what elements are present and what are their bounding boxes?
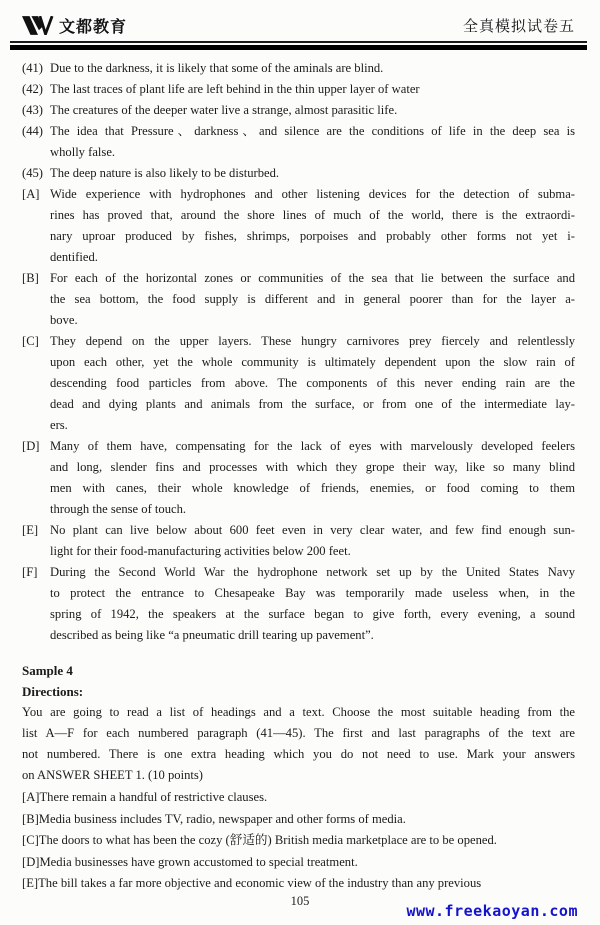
paragraph-item-label: [D] xyxy=(22,439,40,453)
statement-item-label: (45) xyxy=(22,166,43,180)
text-line: described as being like “a pneumatic drill tearing up pavement”. xyxy=(50,628,374,642)
paragraph-item-label: [B] xyxy=(22,271,39,285)
header-rule-thick-line xyxy=(10,45,587,50)
text-line: wholly false. xyxy=(50,145,116,159)
statement-item xyxy=(22,79,575,100)
text-line: the sea bottom, the food supply is different and in general poorer than for the layer a- xyxy=(50,292,575,306)
text-line: to protect the entrance to Chesapeake Bay was temporarily made useless when, in the xyxy=(50,586,575,600)
text-line: bove. xyxy=(50,313,78,327)
option-label: [E] xyxy=(22,876,39,890)
paragraph-list xyxy=(22,184,575,646)
option-text: Media businesses have grown accustomed to special treatment. xyxy=(39,854,358,869)
directions-label: Directions: xyxy=(22,684,84,699)
header-rule xyxy=(10,41,587,50)
paragraph-item xyxy=(22,184,575,268)
option-text: The doors to what has been the cozy (舒适的) British media marketplace are to be opened. xyxy=(38,833,497,847)
statement-item xyxy=(22,163,575,184)
text-line: list A—F for each numbered paragraph (41—45). The first and last paragraphs of the text are xyxy=(22,726,575,740)
option-text: Media business includes TV, radio, newspaper and other forms of media. xyxy=(38,811,406,826)
logo-text: 文都教育 xyxy=(59,18,128,36)
text-line: Wide experience with hydrophones and other listening devices for the detection of subma- xyxy=(50,187,575,201)
paragraph-item-label: [E] xyxy=(22,523,39,537)
text-line: rines has proved that, around the shore lines of much of the world, there is the extraordi- xyxy=(50,208,575,222)
paragraph-item xyxy=(22,520,575,562)
text-line: through the sense of touch. xyxy=(50,502,187,516)
text-line: dentified. xyxy=(50,250,98,264)
text-line: Due to the darkness, it is likely that some of the aminals are blind. xyxy=(50,61,384,75)
text-line: ers. xyxy=(50,418,68,432)
text-line: For each of the horizontal zones or communities of the sea that lie between the surface and xyxy=(50,271,575,285)
text-line: The last traces of plant life are left behind in the thin upper layer of water xyxy=(50,82,420,96)
option-label: [D] xyxy=(22,854,40,869)
text-line: nary uproar produced by fishes, shrimps, porpoises and probably other forms not yet i- xyxy=(50,229,575,243)
option-item xyxy=(22,787,575,809)
option-label: [B] xyxy=(22,811,39,826)
text-line: The creatures of the deeper water live a strange, almost parasitic life. xyxy=(50,103,398,117)
option-text: There remain a handful of restrictive clauses. xyxy=(39,790,268,804)
text-line: No plant can live below about 600 feet even in very clear water, and few find enough sun- xyxy=(50,523,575,537)
text-line: dead and dying plants and animals from the surface, or from one of the intermediate lay- xyxy=(50,397,575,411)
paragraph-item xyxy=(22,436,575,520)
statement-item xyxy=(22,121,575,163)
page-header xyxy=(22,12,575,38)
paragraph-item-label: [A] xyxy=(22,187,40,201)
statement-item-label: (41) xyxy=(22,61,43,75)
text-line: The idea that Pressure、darkness、and silence are the conditions of life in the deep sea is xyxy=(50,124,575,138)
option-label: [C] xyxy=(22,833,39,847)
sample-heading: Sample 4 xyxy=(22,663,73,678)
paragraph-item xyxy=(22,562,575,646)
statement-item xyxy=(22,58,575,79)
option-item xyxy=(22,873,575,895)
statement-item-label: (44) xyxy=(22,124,43,138)
text-line: During the Second World War the hydrophone network set up by the United States Navy xyxy=(50,565,575,579)
text-line: descending food particles from above. The components of this never ending rain are the xyxy=(50,376,575,390)
page-number: 105 xyxy=(290,894,310,908)
option-label: [A] xyxy=(22,790,40,804)
text-line: men with canes, their whole knowledge of friends, enemies, or food coming to them xyxy=(50,481,575,495)
text-line: The deep nature is also likely to be disturbed. xyxy=(50,166,280,180)
text-line: and long, slender fins and processes with which they grope their way, like so many blind xyxy=(50,460,575,474)
text-line: on ANSWER SHEET 1. (10 points) xyxy=(22,768,203,782)
statement-item xyxy=(22,100,575,121)
watermark-url: www.freekaoyan.com xyxy=(406,902,578,920)
paragraph-item-label: [F] xyxy=(22,565,38,579)
statement-item-label: (42) xyxy=(22,82,43,96)
paragraph-item xyxy=(22,331,575,436)
statement-list xyxy=(22,58,575,184)
text-line: upon each other, yet the whole community is ultimately dependent upon the slow rain of xyxy=(50,355,575,369)
paragraph-item-label: [C] xyxy=(22,334,39,348)
wendu-w-logo-icon xyxy=(22,16,54,35)
text-line: You are going to read a list of headings and a text. Choose the most suitable heading from the xyxy=(22,705,575,719)
option-item xyxy=(22,852,575,874)
text-line: not numbered. There is one extra heading which you do not need to use. Mark your answers xyxy=(22,747,575,761)
directions-text xyxy=(22,702,575,786)
paper-title: 全真模拟试卷五 xyxy=(462,17,575,35)
option-item xyxy=(22,809,575,831)
text-line: Many of them have, compensating for the lack of eyes with marvelously developed feelers xyxy=(50,439,575,453)
text-line: light for their food-manufacturing activities below 200 feet. xyxy=(50,544,351,558)
header-rule-thin-line xyxy=(10,41,587,43)
text-line: They depend on the upper layers. These hungry carnivores prey fiercely and relentlessly xyxy=(50,334,575,348)
wendu-logo xyxy=(22,14,127,37)
heading-options-list xyxy=(22,787,575,895)
option-item xyxy=(22,830,575,852)
option-text: The bill takes a far more objective and economic view of the industry than any previous xyxy=(38,876,482,890)
paragraph-item xyxy=(22,268,575,331)
statement-item-label: (43) xyxy=(22,103,43,117)
text-line: spring of 1942, the speakers at the surface began to give forth, every evening, a sound xyxy=(50,607,575,621)
